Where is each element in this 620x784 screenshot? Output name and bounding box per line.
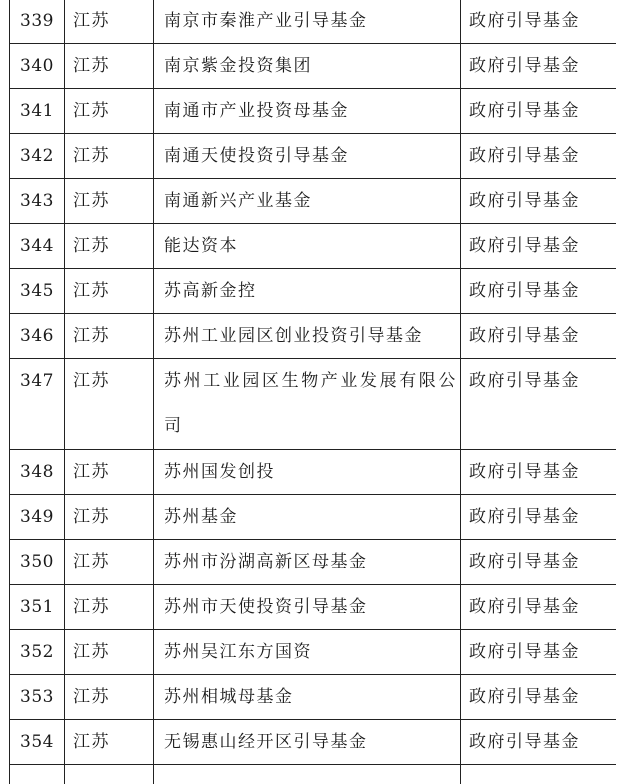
row-fund-type: 政府引导基金 [461, 540, 617, 585]
row-fund-name: 南通天使投资引导基金 [154, 134, 461, 179]
document-page [9, 0, 616, 784]
row-province: 江苏 [65, 495, 154, 540]
row-number: 348 [10, 450, 65, 495]
row-fund-name: 南京市秦淮产业引导基金 [154, 0, 461, 44]
row-fund-name: 苏州市天使投资引导基金 [154, 585, 461, 630]
fund-table [9, 0, 616, 784]
table-row [10, 179, 617, 224]
row-fund-type: 政府引导基金 [461, 44, 617, 89]
row-fund-name: 苏高新金控 [154, 269, 461, 314]
table-row [10, 495, 617, 540]
row-province: 江苏 [65, 89, 154, 134]
row-number: 342 [10, 134, 65, 179]
row-province: 江苏 [65, 630, 154, 675]
row-province: 江苏 [65, 359, 154, 450]
row-number: 347 [10, 359, 65, 450]
row-number: 345 [10, 269, 65, 314]
row-number: 352 [10, 630, 65, 675]
table-row [10, 269, 617, 314]
table-row [10, 359, 617, 450]
row-fund-type: 政府引导基金 [461, 134, 617, 179]
row-fund-type: 政府引导基金 [461, 720, 617, 765]
row-number: 354 [10, 720, 65, 765]
table-row [10, 450, 617, 495]
table-row [10, 134, 617, 179]
row-fund-type: 政府引导基金 [461, 495, 617, 540]
row-number: 340 [10, 44, 65, 89]
row-number: 350 [10, 540, 65, 585]
table-row [10, 585, 617, 630]
table-row [10, 0, 617, 44]
row-province: 江苏 [65, 224, 154, 269]
row-fund-name: 南通市产业投资母基金 [154, 89, 461, 134]
row-number: 353 [10, 675, 65, 720]
row-number: 349 [10, 495, 65, 540]
table-row [10, 44, 617, 89]
row-fund-name: 苏州国发创投 [154, 450, 461, 495]
row-fund-name: 能达资本 [154, 224, 461, 269]
table-row [10, 630, 617, 675]
row-province: 江苏 [65, 0, 154, 44]
row-fund-name: 苏州相城母基金 [154, 675, 461, 720]
row-number: 341 [10, 89, 65, 134]
row-province: 江苏 [65, 585, 154, 630]
row-number: 344 [10, 224, 65, 269]
row-province: 江苏 [65, 314, 154, 359]
row-number: 343 [10, 179, 65, 224]
row-fund-name: 南京紫金投资集团 [154, 44, 461, 89]
row-fund-type: 政府引导基金 [461, 675, 617, 720]
row-province: 江苏 [65, 675, 154, 720]
row-number: 351 [10, 585, 65, 630]
row-fund-type: 政府引导基金 [461, 314, 617, 359]
row-fund-type: 政府引导基金 [461, 630, 617, 675]
row-fund-type: 政府引导基金 [461, 0, 617, 44]
row-province: 江苏 [65, 450, 154, 495]
row-fund-type: 政府引导基金 [461, 359, 617, 450]
row-fund-type: 政府引导基金 [461, 89, 617, 134]
row-province: 江苏 [65, 134, 154, 179]
row-fund-type: 政府引导基金 [461, 179, 617, 224]
row-province: 江苏 [65, 179, 154, 224]
table-row [10, 540, 617, 585]
row-fund-name: 苏州工业园区创业投资引导基金 [154, 314, 461, 359]
row-province: 江苏 [65, 269, 154, 314]
table-row [10, 89, 617, 134]
row-fund-name: 苏州市汾湖高新区母基金 [154, 540, 461, 585]
row-fund-name: 苏州基金 [154, 495, 461, 540]
row-province: 江苏 [65, 540, 154, 585]
row-fund-name: 无锡惠山经开区引导基金 [154, 720, 461, 765]
row-fund-type: 政府引导基金 [461, 450, 617, 495]
row-fund-type: 政府引导基金 [461, 585, 617, 630]
row-fund-name: 苏州工业园区生物产业发展有限公司 [154, 359, 461, 450]
table-row [10, 224, 617, 269]
row-fund-name: 苏州吴江东方国资 [154, 630, 461, 675]
row-fund-name: 南通新兴产业基金 [154, 179, 461, 224]
table-row [10, 314, 617, 359]
row-province: 江苏 [65, 720, 154, 765]
row-number: 346 [10, 314, 65, 359]
row-fund-type: 政府引导基金 [461, 269, 617, 314]
row-number: 339 [10, 0, 65, 44]
row-province: 江苏 [65, 44, 154, 89]
table-row [10, 675, 617, 720]
table-row [10, 720, 617, 765]
table-row-partial [10, 765, 617, 784]
row-fund-type: 政府引导基金 [461, 224, 617, 269]
